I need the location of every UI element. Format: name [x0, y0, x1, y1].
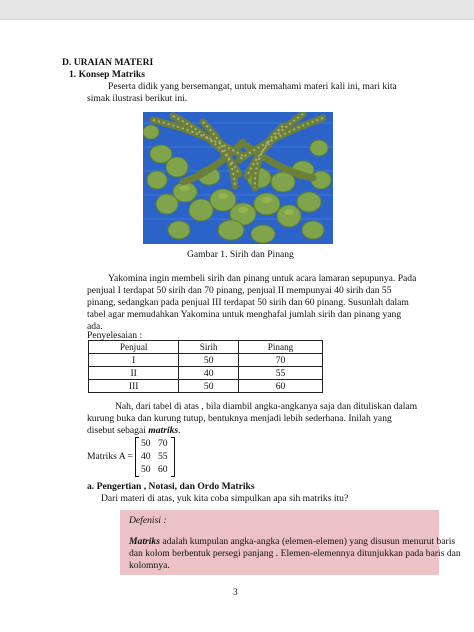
sirih-pinang-illustration [143, 112, 333, 244]
matrix-cell: 50 [141, 464, 151, 475]
table-cell: 55 [239, 367, 323, 380]
table-header-cell: Penjual [89, 341, 179, 354]
definition-line-2: dan kolom berbentuk persegi panjang . Elemen-elemennya ditunjukkan pada baris dan [129, 548, 461, 559]
table-header-cell: Sirih [179, 341, 239, 354]
definition-box [120, 510, 461, 575]
figure-caption: Gambar 1. Sirih dan Pinang [187, 249, 294, 260]
matrix-a [135, 437, 175, 477]
matrix-cell: 50 [141, 438, 151, 449]
table-cell: 70 [239, 354, 323, 367]
table-header-cell: Pinang [239, 341, 323, 354]
table-cell: II [89, 367, 179, 380]
penjual-table [88, 340, 323, 393]
table-cell: 50 [179, 380, 239, 393]
table-cell: III [89, 380, 179, 393]
story-line-4: tabel agar memudahkan Yakomina untuk menghafal jumlah sirih dan pinang yang [87, 309, 402, 320]
definition-line-1-rest: adalah kumpulan angka-angka (elemen-elemen) yang disusun menurut baris [159, 536, 456, 547]
story-line-1: Yakomina ingin membeli sirih dan pinang untuk acara lamaran sepupunya. Pada [108, 273, 417, 284]
sirih-pinang-photo [143, 112, 333, 244]
definition-term: Matriks [129, 536, 160, 547]
table-row [89, 367, 323, 380]
matrix-right-bracket [171, 437, 175, 477]
section-heading: D. URAIAN MATERI [62, 57, 154, 68]
matrix-left-bracket [135, 437, 139, 477]
pengertian-heading: a. Pengertian , Notasi, dan Ordo Matriks [87, 481, 255, 492]
table-cell: I [89, 354, 179, 367]
table-header-row [89, 341, 323, 354]
definition-line-3: kolomnya. [129, 560, 170, 571]
explain-prefix: disebut sebagai [87, 425, 149, 436]
story-line-3: pinang, sedangkan pada penjual III terdapat 50 sirih dan 60 pinang. Susunlah dalam [87, 297, 409, 308]
story-line-2: penjual I terdapat 50 sirih dan 70 pinang, penjual II mempunyai 40 sirih dan 55 [87, 285, 392, 296]
intro-text-line-2: simak ilustrasi berikut ini. [87, 93, 188, 104]
solution-label: Penyelesaian : [87, 330, 143, 341]
table-row [89, 380, 323, 393]
table-cell: 60 [239, 380, 323, 393]
table-cell: 40 [179, 367, 239, 380]
explain-line-1: Nah, dari tabel di atas , bila diambil angka-angkanya saja dan dituliskan dalam [115, 401, 418, 412]
matrix-cell: 70 [158, 438, 168, 449]
matrix-cell: 60 [158, 464, 168, 475]
matriks-term: matriks [148, 425, 179, 436]
explain-suffix: . [178, 425, 181, 436]
table-cell: 50 [179, 354, 239, 367]
viewer-top-bar [0, 0, 474, 20]
subsection-heading-konsep: 1. Konsep Matriks [69, 69, 145, 80]
matrix-cell: 40 [141, 451, 151, 462]
matrix-label: Matriks A = [87, 451, 133, 462]
document-page [0, 20, 474, 632]
matrix-cell: 55 [158, 451, 168, 462]
pengertian-lead: Dari materi di atas, yuk kita coba simpulkan apa sih matriks itu? [101, 493, 349, 504]
explain-line-2: kurung buka dan kurung tutup, bentuknya menjadi lebih sederhana. Inilah yang [87, 413, 392, 424]
table-row [89, 354, 323, 367]
explain-line-3 [87, 425, 181, 437]
story-line-5: ada. [87, 321, 103, 332]
definition-title: Defenisi : [129, 515, 167, 526]
page-number: 3 [233, 587, 238, 598]
intro-text-line-1: Peserta didik yang bersemangat, untuk memahami materi kali ini, mari kita [108, 81, 397, 92]
definition-line-1 [129, 536, 455, 548]
